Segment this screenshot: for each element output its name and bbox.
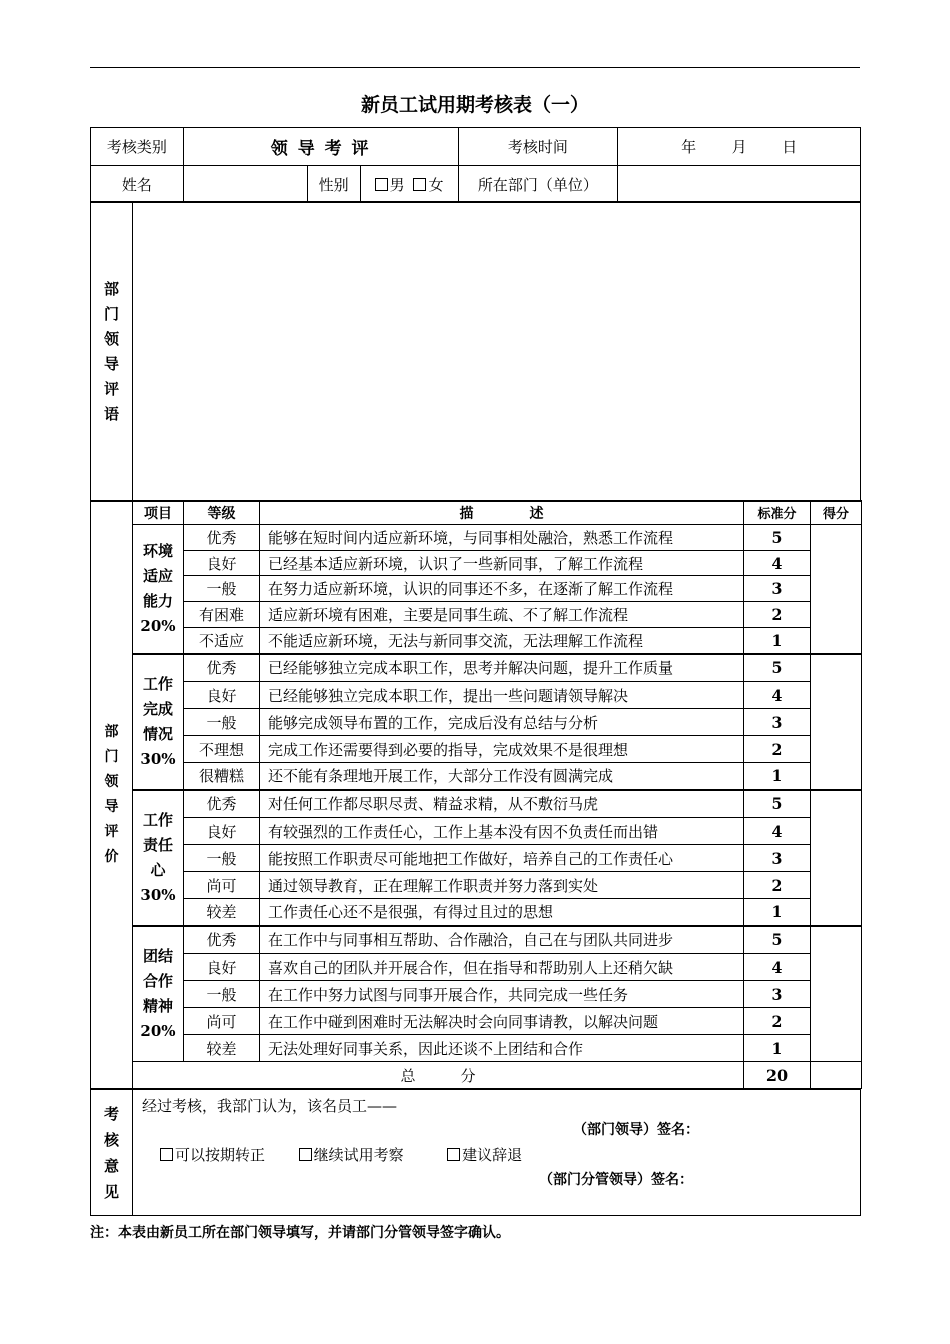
description-cell: 通过领导教育，正在理解工作职责并努力落到实处	[260, 872, 744, 899]
standard-points-cell: 2	[744, 872, 811, 899]
score-input-cell[interactable]	[811, 790, 862, 926]
standard-points-cell: 2	[744, 736, 811, 763]
year-label: 年	[681, 138, 697, 156]
criteria-row	[91, 818, 862, 845]
opinion-intro: 经过考核，我部门认为，该名员工——	[142, 1097, 398, 1115]
score-input-cell[interactable]	[811, 654, 862, 790]
opinion-options	[160, 1144, 522, 1165]
comments-label: 部 门 领 导 评 语	[91, 202, 133, 502]
standard-points-cell: 3	[744, 709, 811, 736]
comments-field[interactable]	[133, 202, 861, 502]
standard-points-cell: 1	[744, 899, 811, 926]
grade-cell: 一般	[184, 845, 260, 872]
criteria-row	[91, 1008, 862, 1035]
standard-points-cell: 5	[744, 790, 811, 818]
grade-cell: 较差	[184, 899, 260, 926]
standard-points-cell: 4	[744, 818, 811, 845]
criteria-name: 团结 合作 精神 20%	[133, 926, 184, 1062]
grade-cell: 良好	[184, 818, 260, 845]
criteria-row	[91, 790, 862, 818]
grade-cell: 优秀	[184, 525, 260, 551]
criteria-row	[91, 981, 862, 1008]
description-cell: 已经能够独立完成本职工作，思考并解决问题，提升工作质量	[260, 654, 744, 682]
option-extend: 继续试用考察	[313, 1146, 404, 1164]
day-label: 日	[782, 138, 798, 156]
criteria-row	[91, 576, 862, 602]
grade-cell: 较差	[184, 1035, 260, 1062]
header-standard: 标准分	[744, 501, 811, 525]
description-cell: 有较强烈的工作责任心，工作上基本没有因不负责任而出错	[260, 818, 744, 845]
description-cell: 完成工作还需要得到必要的指导，完成效果不是很理想	[260, 736, 744, 763]
criteria-row	[91, 1035, 862, 1062]
grade-cell: 很糟糕	[184, 763, 260, 790]
gender-options	[360, 166, 458, 203]
standard-points-cell: 3	[744, 981, 811, 1008]
grade-cell: 一般	[184, 981, 260, 1008]
description-cell: 在工作中碰到困难时无法解决时会向同事请教，以解决问题	[260, 1008, 744, 1035]
standard-points-cell: 5	[744, 926, 811, 954]
opinion-content	[133, 1090, 861, 1216]
description-cell: 无法处理好同事关系，因此还谈不上团结和合作	[260, 1035, 744, 1062]
grade-cell: 良好	[184, 551, 260, 576]
criteria-row	[91, 954, 862, 981]
total-score-input[interactable]	[811, 1062, 862, 1089]
standard-points-cell: 4	[744, 551, 811, 576]
description-cell: 对任何工作都尽职尽责、精益求精，从不敷衍马虎	[260, 790, 744, 818]
total-row	[91, 1062, 862, 1089]
criteria-row	[91, 845, 862, 872]
criteria-row	[91, 551, 862, 576]
criteria-row	[91, 525, 862, 551]
description-cell: 能按照工作职责尽可能地把工作做好，培养自己的工作责任心	[260, 845, 744, 872]
criteria-row	[91, 872, 862, 899]
header-desc: 描 述	[260, 501, 744, 525]
standard-points-cell: 5	[744, 654, 811, 682]
grade-cell: 良好	[184, 682, 260, 709]
female-checkbox[interactable]	[413, 178, 426, 191]
header-item: 项目	[133, 501, 184, 525]
option-confirm: 可以按期转正	[175, 1146, 266, 1164]
description-cell: 适应新环境有困难，主要是同事生疏、不了解工作流程	[260, 602, 744, 628]
category-value: 领 导 考 评	[183, 128, 458, 166]
category-label: 考核类别	[91, 128, 184, 166]
description-cell: 已经能够独立完成本职工作，提出一些问题请领导解决	[260, 682, 744, 709]
gender-label: 性别	[307, 166, 360, 203]
sign-supervising-leader: （部门分管领导）签名：	[539, 1172, 693, 1188]
criteria-row	[91, 926, 862, 954]
header-grade: 等级	[184, 501, 260, 525]
standard-points-cell: 1	[744, 1035, 811, 1062]
description-cell: 能够在短时间内适应新环境，与同事相处融洽，熟悉工作流程	[260, 525, 744, 551]
option-checkbox-extend[interactable]	[299, 1148, 312, 1161]
sign-dept-leader: （部门领导）签名：	[573, 1122, 699, 1138]
standard-points-cell: 2	[744, 1008, 811, 1035]
time-value-field[interactable]	[618, 128, 861, 166]
grade-cell: 优秀	[184, 654, 260, 682]
criteria-row	[91, 602, 862, 628]
time-label: 考核时间	[458, 128, 618, 166]
criteria-name: 工作 完成 情况 30%	[133, 654, 184, 790]
grade-cell: 尚可	[184, 872, 260, 899]
grade-cell: 一般	[184, 576, 260, 602]
description-cell: 工作责任心还不是很强，有得过且过的思想	[260, 899, 744, 926]
female-label: 女	[428, 175, 444, 194]
male-checkbox[interactable]	[375, 178, 388, 191]
grade-cell: 不理想	[184, 736, 260, 763]
criteria-row	[91, 709, 862, 736]
description-cell: 能够完成领导布置的工作，完成后没有总结与分析	[260, 709, 744, 736]
criteria-row	[91, 736, 862, 763]
criteria-row	[91, 682, 862, 709]
grade-cell: 良好	[184, 954, 260, 981]
name-field[interactable]	[183, 166, 307, 203]
month-label: 月	[731, 138, 747, 156]
standard-points-cell: 4	[744, 682, 811, 709]
description-cell: 不能适应新环境，无法与新同事交流，无法理解工作流程	[260, 628, 744, 654]
option-checkbox-dismiss[interactable]	[447, 1148, 460, 1161]
standard-points-cell: 5	[744, 525, 811, 551]
standard-points-cell: 4	[744, 954, 811, 981]
opinion-table	[90, 1089, 861, 1216]
standard-points-cell: 3	[744, 576, 811, 602]
evaluation-label: 部 门 领 导 评 价	[91, 501, 133, 1089]
description-cell: 在工作中与同事相互帮助、合作融洽，自己在与团队共同进步	[260, 926, 744, 954]
criteria-row	[91, 899, 862, 926]
standard-points-cell: 1	[744, 628, 811, 654]
comments-table	[90, 201, 861, 502]
grade-cell: 优秀	[184, 790, 260, 818]
male-label: 男	[389, 175, 405, 194]
header-score: 得分	[811, 501, 862, 525]
evaluation-table	[90, 500, 862, 1089]
criteria-row	[91, 654, 862, 682]
criteria-name: 环境 适应 能力 20%	[133, 525, 184, 654]
info-table	[90, 127, 861, 203]
criteria-name: 工作 责任 心 30%	[133, 790, 184, 926]
grade-cell: 不适应	[184, 628, 260, 654]
grade-cell: 有困难	[184, 602, 260, 628]
total-points: 20	[744, 1062, 811, 1089]
opinion-label: 考 核 意 见	[91, 1090, 133, 1216]
option-checkbox-confirm[interactable]	[160, 1148, 173, 1161]
total-label: 总 分	[133, 1062, 744, 1089]
score-input-cell[interactable]	[811, 525, 862, 654]
grade-cell: 一般	[184, 709, 260, 736]
dept-field[interactable]	[618, 166, 861, 203]
standard-points-cell: 3	[744, 845, 811, 872]
description-cell: 还不能有条理地开展工作，大部分工作没有圆满完成	[260, 763, 744, 790]
description-cell: 在努力适应新环境，认识的同事还不多，在逐渐了解工作流程	[260, 576, 744, 602]
score-input-cell[interactable]	[811, 926, 862, 1062]
criteria-row	[91, 763, 862, 790]
top-rule	[90, 67, 860, 68]
description-cell: 已经基本适应新环境，认识了一些新同事，了解工作流程	[260, 551, 744, 576]
criteria-row	[91, 628, 862, 654]
description-cell: 在工作中努力试图与同事开展合作，共同完成一些任务	[260, 981, 744, 1008]
dept-label: 所在部门（单位）	[458, 166, 618, 203]
option-dismiss: 建议辞退	[462, 1146, 523, 1164]
standard-points-cell: 2	[744, 602, 811, 628]
standard-points-cell: 1	[744, 763, 811, 790]
grade-cell: 优秀	[184, 926, 260, 954]
description-cell: 喜欢自己的团队并开展合作，但在指导和帮助别人上还稍欠缺	[260, 954, 744, 981]
grade-cell: 尚可	[184, 1008, 260, 1035]
page-title: 新员工试用期考核表（一）	[360, 94, 589, 116]
footnote: 注：本表由新员工所在部门领导填写，并请部门分管领导签字确认。	[90, 1225, 510, 1241]
name-label: 姓名	[91, 166, 184, 203]
